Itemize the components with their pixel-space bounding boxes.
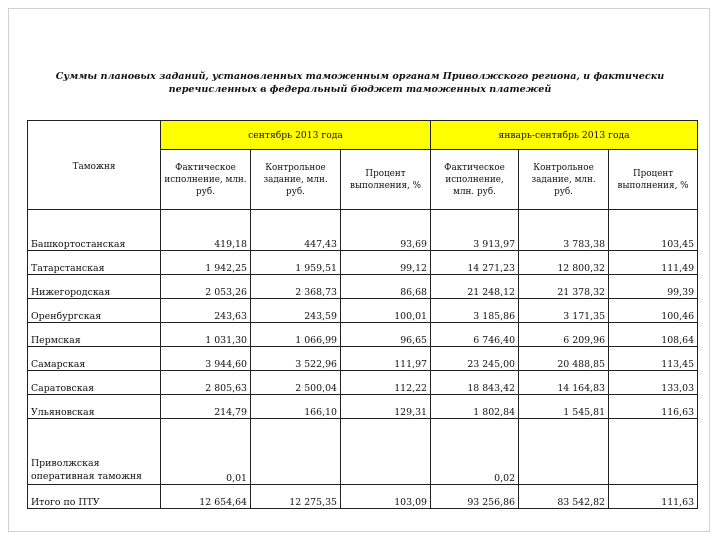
table-header-row-period [28, 121, 698, 150]
header-actual-sept: Фактическое исполнение, млн. руб. [161, 150, 251, 210]
cell-actual-sept: 2 805,63 [161, 371, 251, 395]
row-name: Саратовская [28, 371, 161, 395]
row-name: Татарстанская [28, 251, 161, 275]
cell-percent-sept [341, 419, 431, 485]
cell-actual-jan-sept: 93 256,86 [431, 485, 519, 509]
page-title: Суммы плановых заданий, установленных таможенным органам Приволжского региона, и фактически перечисленных в федеральный бюджет таможенных платежей [55, 71, 665, 95]
row-name: Башкортостанская [28, 210, 161, 251]
header-plan-sept: Контрольное задание, млн. руб. [251, 150, 341, 210]
row-name: Итого по ПТУ [28, 485, 161, 509]
cell-percent-sept: 129,31 [341, 395, 431, 419]
cell-actual-jan-sept: 21 248,12 [431, 275, 519, 299]
cell-plan-jan-sept [519, 419, 609, 485]
table-row [28, 371, 698, 395]
cell-plan-jan-sept: 3 171,35 [519, 299, 609, 323]
cell-percent-sept: 100,01 [341, 299, 431, 323]
table-row [28, 275, 698, 299]
cell-plan-sept [251, 419, 341, 485]
cell-plan-sept: 166,10 [251, 395, 341, 419]
table-row-operational [28, 419, 698, 485]
cell-actual-sept: 0,01 [161, 419, 251, 485]
col-customs-header: Таможня [28, 121, 161, 210]
cell-actual-jan-sept: 14 271,23 [431, 251, 519, 275]
cell-plan-jan-sept: 21 378,32 [519, 275, 609, 299]
cell-actual-sept: 2 053,26 [161, 275, 251, 299]
cell-actual-jan-sept: 1 802,84 [431, 395, 519, 419]
cell-plan-jan-sept: 14 164,83 [519, 371, 609, 395]
header-plan-jan-sept: Контрольное задание, млн. руб. [519, 150, 609, 210]
cell-plan-jan-sept: 3 783,38 [519, 210, 609, 251]
header-percent-sept: Процент выполнения, % [341, 150, 431, 210]
cell-actual-sept: 214,79 [161, 395, 251, 419]
cell-plan-sept: 1 066,99 [251, 323, 341, 347]
table-row [28, 299, 698, 323]
period-sept-header: сентябрь 2013 года [161, 121, 431, 150]
cell-percent-sept: 96,65 [341, 323, 431, 347]
cell-percent-jan-sept: 113,45 [609, 347, 698, 371]
cell-percent-jan-sept: 108,64 [609, 323, 698, 347]
cell-plan-sept: 3 522,96 [251, 347, 341, 371]
period-jan-sept-header: январь-сентябрь 2013 года [431, 121, 698, 150]
table-row [28, 251, 698, 275]
cell-plan-sept: 2 500,04 [251, 371, 341, 395]
cell-actual-jan-sept: 18 843,42 [431, 371, 519, 395]
row-name: Самарская [28, 347, 161, 371]
table-row-total [28, 485, 698, 509]
cell-plan-jan-sept: 6 209,96 [519, 323, 609, 347]
cell-percent-sept: 99,12 [341, 251, 431, 275]
row-name: Пермская [28, 323, 161, 347]
cell-plan-sept: 1 959,51 [251, 251, 341, 275]
cell-actual-sept: 1 031,30 [161, 323, 251, 347]
cell-percent-jan-sept: 116,63 [609, 395, 698, 419]
cell-percent-sept: 103,09 [341, 485, 431, 509]
cell-actual-sept: 243,63 [161, 299, 251, 323]
customs-payments-table [27, 120, 698, 509]
cell-actual-jan-sept: 0,02 [431, 419, 519, 485]
cell-plan-jan-sept: 12 800,32 [519, 251, 609, 275]
table-row [28, 210, 698, 251]
cell-percent-jan-sept [609, 419, 698, 485]
cell-plan-sept: 243,59 [251, 299, 341, 323]
cell-actual-jan-sept: 23 245,00 [431, 347, 519, 371]
row-name: Оренбургская [28, 299, 161, 323]
cell-percent-sept: 93,69 [341, 210, 431, 251]
cell-actual-jan-sept: 3 185,86 [431, 299, 519, 323]
cell-plan-jan-sept: 83 542,82 [519, 485, 609, 509]
cell-percent-sept: 86,68 [341, 275, 431, 299]
header-actual-jan-sept: Фактическое исполнение, млн. руб. [431, 150, 519, 210]
cell-plan-sept: 12 275,35 [251, 485, 341, 509]
table-row [28, 395, 698, 419]
table-row [28, 323, 698, 347]
cell-percent-jan-sept: 100,46 [609, 299, 698, 323]
cell-plan-jan-sept: 1 545,81 [519, 395, 609, 419]
header-percent-jan-sept: Процент выполнения, % [609, 150, 698, 210]
cell-plan-sept: 2 368,73 [251, 275, 341, 299]
cell-percent-jan-sept: 103,45 [609, 210, 698, 251]
cell-actual-sept: 3 944,60 [161, 347, 251, 371]
cell-percent-sept: 112,22 [341, 371, 431, 395]
cell-percent-jan-sept: 111,49 [609, 251, 698, 275]
row-name: Ульяновская [28, 395, 161, 419]
cell-percent-jan-sept: 111,63 [609, 485, 698, 509]
cell-actual-sept: 12 654,64 [161, 485, 251, 509]
cell-percent-sept: 111,97 [341, 347, 431, 371]
cell-percent-jan-sept: 133,03 [609, 371, 698, 395]
cell-actual-jan-sept: 3 913,97 [431, 210, 519, 251]
cell-actual-sept: 419,18 [161, 210, 251, 251]
row-name: Нижегородская [28, 275, 161, 299]
row-name: Приволжская оперативная таможня [28, 419, 161, 485]
cell-actual-jan-sept: 6 746,40 [431, 323, 519, 347]
table-row [28, 347, 698, 371]
cell-actual-sept: 1 942,25 [161, 251, 251, 275]
cell-plan-sept: 447,43 [251, 210, 341, 251]
cell-plan-jan-sept: 20 488,85 [519, 347, 609, 371]
cell-percent-jan-sept: 99,39 [609, 275, 698, 299]
